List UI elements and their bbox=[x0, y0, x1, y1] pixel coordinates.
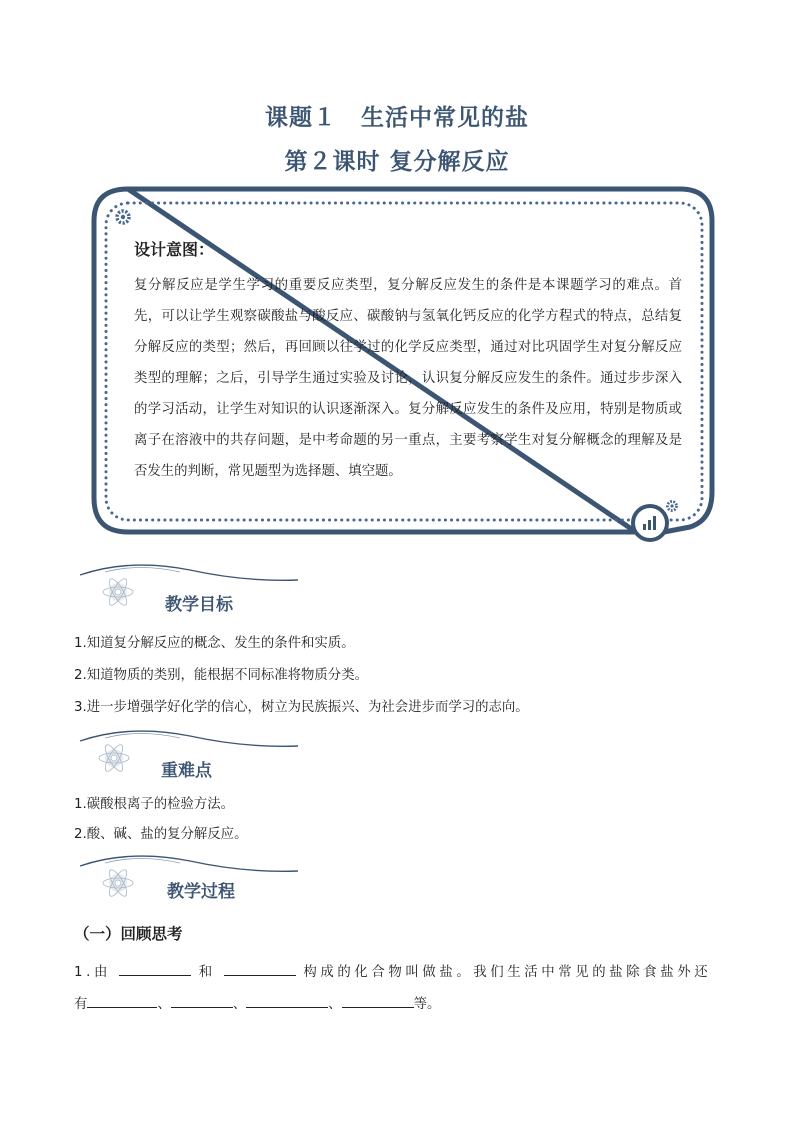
sub-heading-review: （一）回顾思考 bbox=[74, 925, 183, 943]
question-text: 构成的化合物叫做盐。我们生活中常见的盐除食盐外还 bbox=[303, 965, 712, 980]
gear-icon bbox=[668, 502, 677, 511]
design-intent-heading: 设计意图： bbox=[134, 240, 215, 259]
bar-chart-icon bbox=[633, 506, 667, 540]
gear-icon bbox=[117, 211, 129, 223]
question-text: 有 bbox=[74, 997, 88, 1012]
answer-blank[interactable] bbox=[87, 993, 157, 1008]
question-text: 等。 bbox=[413, 997, 441, 1012]
list-item: 1.碳酸根离子的检验方法。 bbox=[74, 797, 235, 812]
atom-icon bbox=[99, 743, 129, 774]
answer-blank[interactable] bbox=[119, 961, 191, 976]
question-text: 1.由 bbox=[74, 965, 111, 980]
section-title-process: 教学过程 bbox=[167, 882, 235, 902]
question-text: 、 bbox=[232, 997, 247, 1012]
question-text: 、 bbox=[157, 997, 171, 1012]
page-subtitle: 第２课时 复分解反应 bbox=[284, 148, 510, 175]
question-line-1 bbox=[74, 961, 734, 980]
question-text: 和 bbox=[198, 965, 216, 980]
page-title: 课题１ 生活中常见的盐 bbox=[265, 104, 529, 131]
answer-blank[interactable] bbox=[246, 993, 328, 1008]
design-intent-body: 复分解反应是学生学习的重要反应类型，复分解反应发生的条件是本课题学习的难点。首先，可以让学生观察碳酸盐与酸反应、碳酸钠与氢氧化钙反应的化学方程式的特点，总结复分解反应的类型；然后，再回顾以往学过的化学反应类型，通过对比巩固学生对复分解反应类型的理解；之后，引导学生通过实验及讨论，认识复分解反应发生的条件。通过步步深入的学习活动，让学生对知识的认识逐渐深入。复分解反应发生的条件及应用，特别是物质或离子在溶液中的共存问题，是中考命题的另一重点，主要考察学生对复分解概念的理解及是否发生的判断，常见题型为选择题、填空题。 bbox=[134, 278, 682, 479]
list-item: 2.酸、碱、盐的复分解反应。 bbox=[74, 827, 248, 842]
atom-icon bbox=[103, 577, 133, 608]
question-line-2 bbox=[74, 993, 734, 1012]
atom-icon bbox=[103, 868, 133, 899]
section-title-keypoints: 重难点 bbox=[161, 761, 212, 781]
answer-blank[interactable] bbox=[224, 961, 296, 976]
answer-blank[interactable] bbox=[342, 993, 414, 1008]
section-title-objectives: 教学目标 bbox=[165, 595, 233, 615]
list-item: 2.知道物质的类别，能根据不同标准将物质分类。 bbox=[74, 668, 368, 683]
list-item: 3.进一步增强学好化学的信心，树立为民族振兴、为社会进步而学习的志向。 bbox=[74, 700, 529, 715]
list-item: 1.知道复分解反应的概念、发生的条件和实质。 bbox=[74, 636, 355, 651]
answer-blank[interactable] bbox=[171, 993, 233, 1008]
question-text: 、 bbox=[328, 997, 342, 1012]
